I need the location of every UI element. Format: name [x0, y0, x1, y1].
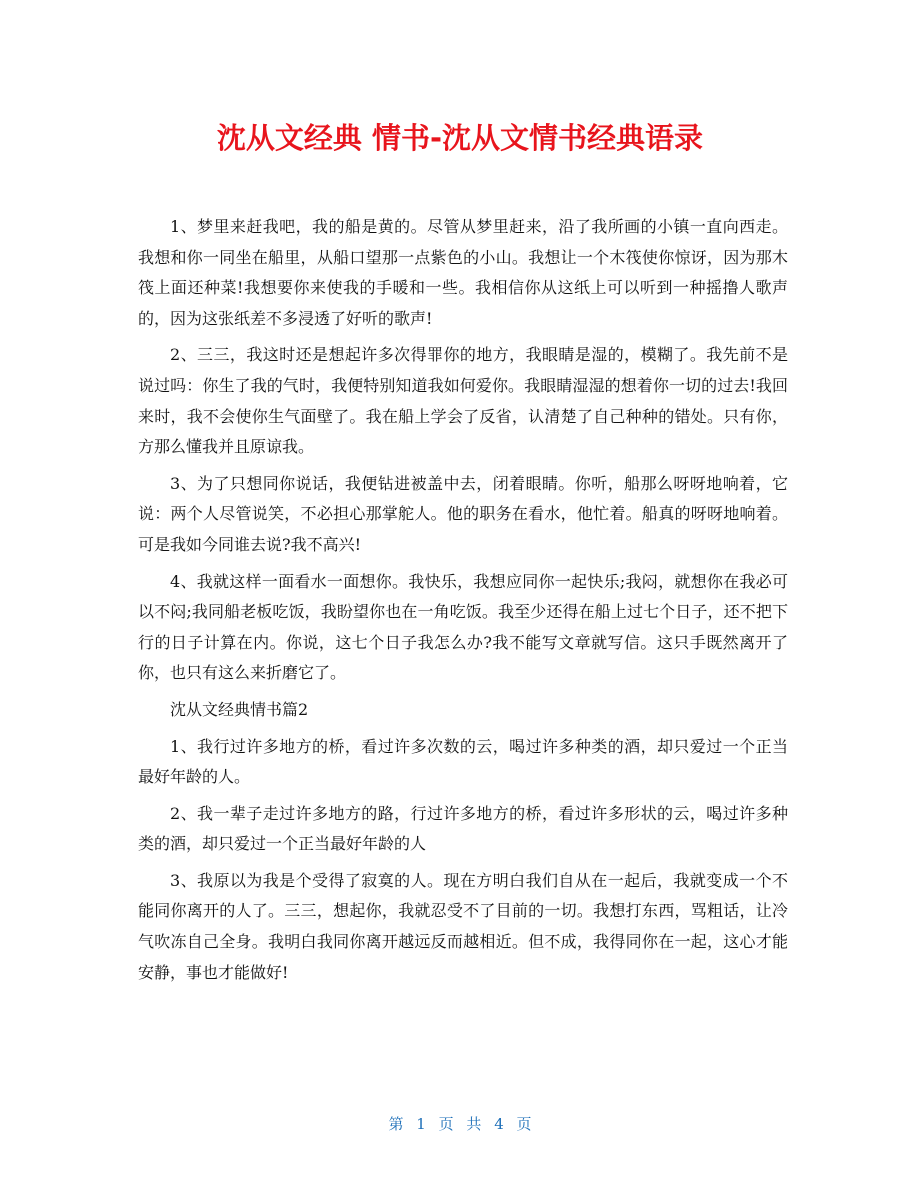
- footer-gong: 共: [466, 1115, 482, 1133]
- footer-ye: 页: [438, 1115, 454, 1133]
- page-footer: [0, 1112, 920, 1136]
- footer-ye-2: 页: [516, 1115, 532, 1133]
- footer-total-pages: 4: [494, 1115, 504, 1133]
- paragraph-2: 2、三三，我这时还是想起许多次得罪你的地方，我眼睛是湿的，模糊了。我先前不是说过吗：你生了我的气时，我便特别知道我如何爱你。我眼睛湿湿的想着你一切的过去!我回来时，我不会使你生气面壁了。我在船上学会了反省，认清楚了自己种种的错处。只有你，方那么懂我并且原谅我。: [138, 345, 788, 457]
- document-body: [138, 212, 788, 994]
- paragraph-1: 1、梦里来赶我吧，我的船是黄的。尽管从梦里赶来，沿了我所画的小镇一直向西走。我想和你一同坐在船里，从船口望那一点紫色的小山。我想让一个木筏使你惊讶，因为那木筏上面还种菜!我想要你来使我的手暖和一些。我相信你从这纸上可以听到一种摇撸人歌声的，因为这张纸差不多浸透了好听的歌声!: [138, 217, 788, 328]
- footer-page-number: 1: [416, 1115, 426, 1133]
- paragraph-6: 2、我一辈子走过许多地方的路，行过许多地方的桥，看过许多形状的云，喝过许多种类的酒，却只爱过一个正当最好年龄的人: [138, 803, 788, 854]
- document-title: 沈从文经典 情书-沈从文情书经典语录: [216, 121, 704, 155]
- footer-di: 第: [388, 1115, 404, 1133]
- paragraph-7: 3、我原以为我是个受得了寂寞的人。现在方明白我们自从在一起后，我就变成一个不能同你离开的人了。三三，想起你，我就忍受不了目前的一切。我想打东西，骂粗话，让冷气吹冻自己全身。我明白我同你离开越远反而越相近。但不成，我得同你在一起，这心才能安静，事也才能做好!: [138, 870, 788, 982]
- section-heading: 沈从文经典情书篇2: [170, 699, 309, 719]
- paragraph-3: 3、为了只想同你说话，我便钻进被盖中去，闭着眼睛。你听，船那么呀呀地响着，它说：两个人尽管说笑，不必担心那掌舵人。他的职务在看水，他忙着。船真的呀呀地响着。可是我如今同谁去说?我不高兴!: [138, 473, 788, 554]
- paragraph-4: 4、我就这样一面看水一面想你。我快乐，我想应同你一起快乐;我闷，就想你在我必可以不闷;我同船老板吃饭，我盼望你也在一角吃饭。我至少还得在船上过七个日子，还不把下行的日子计算在内。你说，这七个日子我怎么办?我不能写文章就写信。这只手既然离开了你，也只有这么来折磨它了。: [138, 571, 788, 683]
- paragraph-5: 1、我行过许多地方的桥，看过许多次数的云，喝过许多种类的酒，却只爱过一个正当最好年龄的人。: [138, 736, 788, 787]
